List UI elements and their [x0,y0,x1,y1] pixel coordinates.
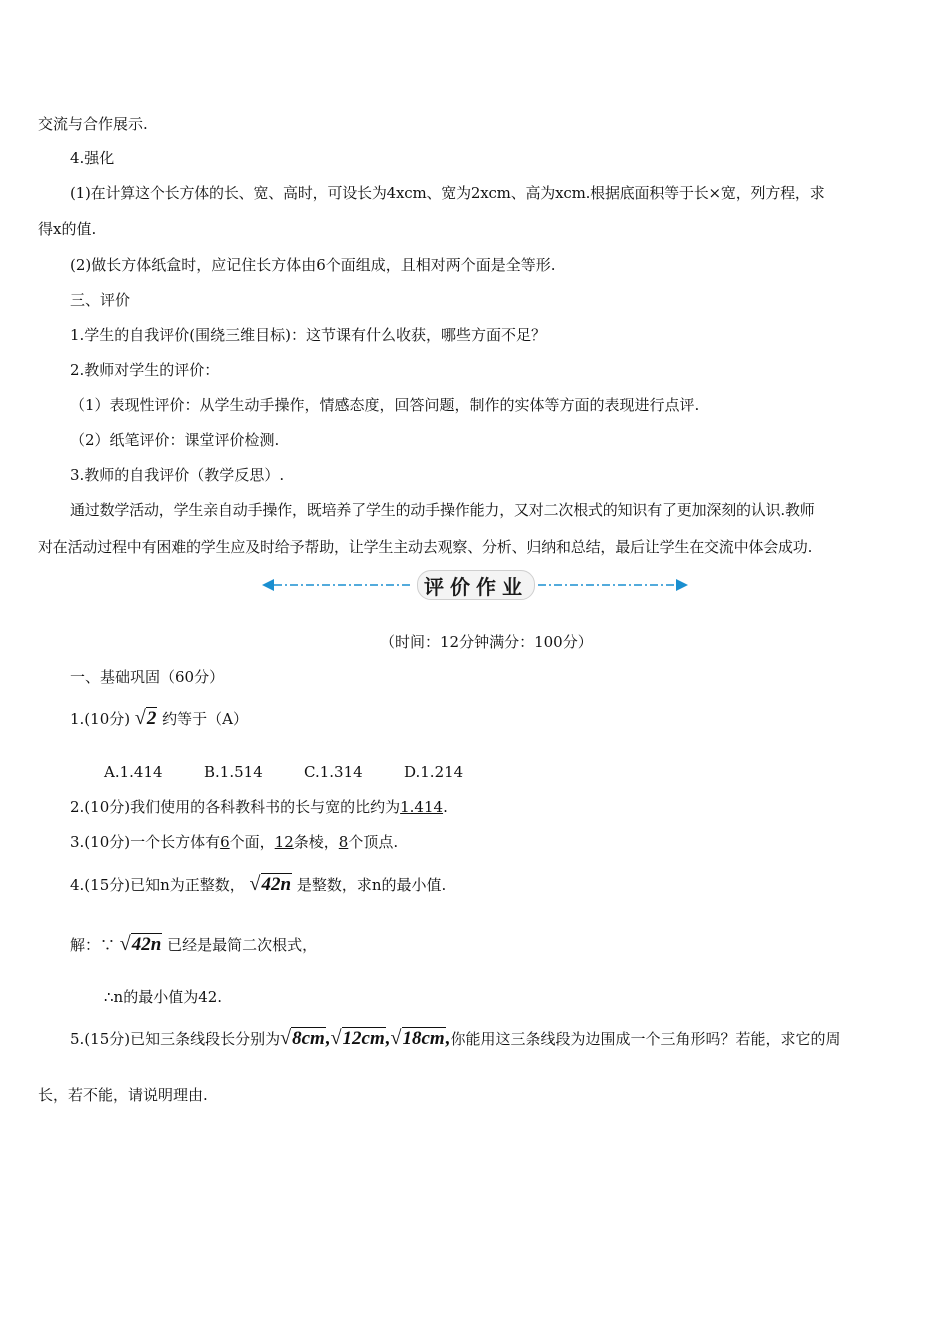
text-line: 2.教师对学生的评价： [70,361,220,379]
q4-prefix: 4.(15分)已知n为正整数， [70,876,245,894]
text-line: 交流与合作展示. [38,115,148,133]
q3-prefix: 3.(10分)一个长方体有 [70,833,221,851]
comma: , [385,1028,391,1049]
banner-title: 评价作业 [417,570,535,600]
text-line: （2）纸笔评价：课堂评价检测. [70,431,280,449]
question-1 [70,708,248,729]
question-5-continuation: 长，若不能，请说明理由. [38,1086,208,1104]
question-3 [70,832,398,852]
q3-text: 个面， [229,833,275,851]
text-line: （1）表现性评价：从学生动手操作，情感态度，回答问题，制作的实体等方面的表现进行点评. [70,396,700,414]
text-line: 得x的值. [38,220,97,238]
option-a: A.1.414 [104,763,163,781]
text-line: (1)在计算这个长方体的长、宽、高时，可设长为4xcm、宽为2xcm、高为xcm.根据底面积等于长×宽，列方程，求 [70,184,825,202]
q2-suffix: . [443,798,448,816]
section-heading: 三、评价 [70,291,131,309]
sqrt-18cm-formula: √18cm [390,1027,445,1049]
q3-answer-faces: 6 [220,833,230,851]
q2-prefix: 2.(10分)我们使用的各科教科书的长与宽的比约为 [70,798,401,816]
text-line: 4.强化 [70,149,115,167]
sol-suffix: 已经是最简二次根式， [167,936,318,954]
text-line: 对在活动过程中有困难的学生应及时给予帮助，让学生主动去观察、分析、归纳和总结，最后让学生在交流中体会成功. [38,538,813,556]
q1-prefix: 1.(10分) [70,710,131,728]
question-4 [70,874,446,895]
solution-line [70,934,317,955]
q1-suffix: 约等于（A） [162,710,248,728]
time-note: （时间：12分钟满分：100分） [380,633,593,651]
sqrt-42n-formula: √42n [119,933,162,955]
sqrt-42n-formula: √42n [249,873,292,895]
q4-suffix: 是整数，求n的最小值. [296,876,447,894]
sqrt-8cm-formula: √8cm [280,1027,325,1049]
comma: , [445,1028,451,1049]
comma: , [325,1028,331,1049]
option-d: D.1.214 [404,763,464,781]
q5-prefix: 5.(15分)已知三条线段长分别为 [70,1030,281,1048]
solution-conclusion: ∴n的最小值为42. [104,988,223,1006]
question-5 [70,1028,840,1049]
section-banner [262,568,688,602]
text-line: 1.学生的自我评价(围绕三维目标)：这节课有什么收获，哪些方面不足？ [70,326,547,344]
q3-answer-edges: 12 [274,833,294,851]
text-line: 3.教师的自我评价（教学反思）. [70,466,285,484]
text-line: 通过数学活动，学生亲自动手操作，既培养了学生的动手操作能力，又对二次根式的知识有了更加深刻的认识.教师 [70,501,815,519]
q2-answer: 1.414 [400,798,444,816]
q3-answer-vertices: 8 [338,833,349,851]
section-heading: 一、基础巩固（60分） [70,668,225,686]
sol-prefix: 解：∵ [70,936,116,954]
sqrt-2-formula: √2 [134,707,157,729]
text-line: (2)做长方体纸盒时，应记住长方体由6个面组成，且相对两个面是全等形. [70,256,556,274]
q3-suffix: 个顶点. [348,833,399,851]
q3-text: 条棱， [293,833,339,851]
q5-suffix: 你能用这三条线段为边围成一个三角形吗？若能，求它的周 [450,1030,841,1048]
option-c: C.1.314 [304,763,363,781]
sqrt-12cm-formula: √12cm [330,1027,385,1049]
option-b: B.1.514 [204,763,263,781]
question-2 [70,797,448,817]
